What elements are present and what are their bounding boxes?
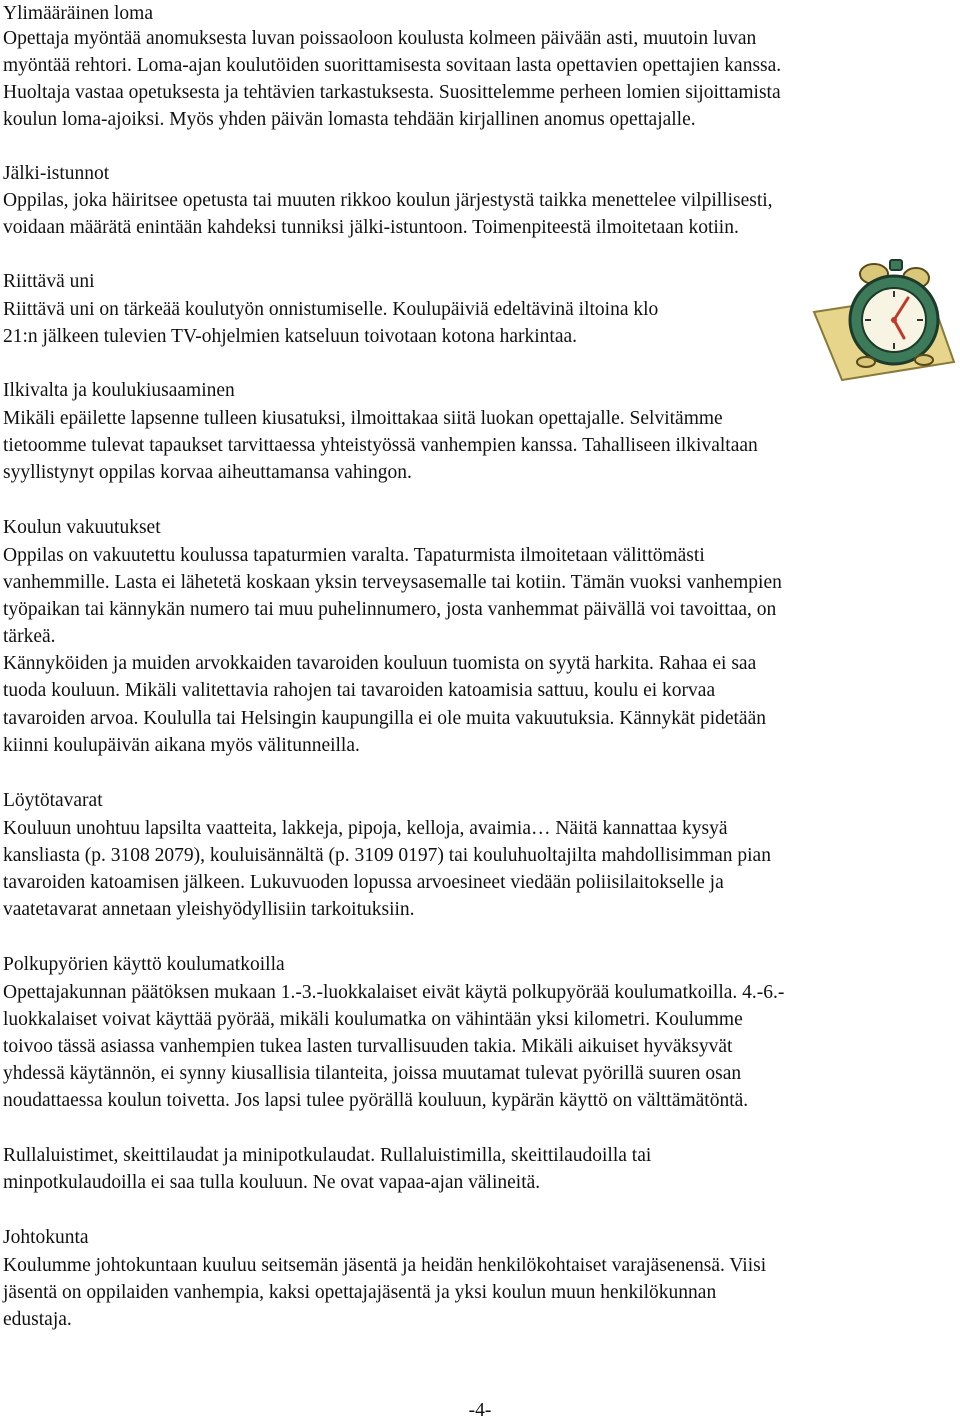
paragraph-line: tavaroiden katoamisen jälkeen. Lukuvuoden lopussa arvoesineet viedään poliisilaitokselle ja — [3, 872, 724, 893]
paragraph-line: Opettaja myöntää anomuksesta luvan poissaoloon koulusta kolmeen päivään asti, muutoin luvan — [3, 28, 757, 49]
paragraph-line: kiinni koulupäivän aikana myös välitunneilla. — [3, 735, 360, 756]
page-number: -4- — [468, 1400, 492, 1421]
paragraph-line: Oppilas, joka häiritsee opetusta tai muuten rikkoo koulun järjestystä taikka menettelee vilpillisesti, — [3, 190, 773, 211]
paragraph-line: noudattaessa koulun toivetta. Jos lapsi tulee pyörällä kouluun, kypärän käyttö on välttämätöntä. — [3, 1090, 749, 1111]
paragraph-line: edustaja. — [3, 1309, 72, 1330]
paragraph-line: voidaan määrätä enintään kahdeksi tunniksi jälki-istuntoon. Toimenpiteestä ilmoitetaan kotiin. — [3, 217, 739, 238]
paragraph-line: tietoomme tulevat tapaukset tarvittaessa yhteistyössä vanhempien kanssa. Tahalliseen ilkivaltaan — [3, 435, 758, 456]
section-heading-school-board: Johtokunta — [3, 1227, 89, 1248]
paragraph-line: toivoo tässä asiassa vanhempien tukea lasten turvallisuuden takia. Mikäli aikuiset hyväksyvät — [3, 1036, 733, 1057]
paragraph-line: tärkeä. — [3, 626, 56, 647]
paragraph-line: minpotkulaudoilla ei saa tulla kouluun. Ne ovat vapaa-ajan välineitä. — [3, 1172, 541, 1193]
section-heading-insurance: Koulun vakuutukset — [3, 517, 161, 538]
paragraph-line: Rullaluistimet, skeittilaudat ja minipotkulaudat. Rullaluistimilla, skeittilaudoilla tai — [3, 1145, 652, 1166]
section-heading-lost-and-found: Löytötavarat — [3, 790, 103, 811]
paragraph-line: 21:n jälkeen tulevien TV-ohjelmien katseluun toivotaan kotona harkintaa. — [3, 326, 578, 347]
paragraph-line: Koulumme johtokuntaan kuuluu seitsemän jäsentä ja heidän henkilökohtaiset varajäsenensä. Viisi — [3, 1255, 767, 1276]
paragraph-line: Kännyköiden ja muiden arvokkaiden tavaroiden kouluun tuomista on syytä harkita. Rahaa ei saa — [3, 653, 757, 674]
paragraph-line: työpaikan tai kännykän numero tai muu puhelinnumero, josta vanhemmat päivällä voi tavoittaa, on — [3, 599, 777, 620]
alarm-clock-icon — [812, 254, 958, 382]
paragraph-line: tuoda kouluun. Mikäli valitettavia rahojen tai tavaroiden katoamisia sattuu, koulu ei korvaa — [3, 680, 716, 701]
clock-hand-pin — [891, 317, 897, 323]
paragraph-line: Riittävä uni on tärkeää koulutyön onnistumiselle. Koulupäiviä edeltävinä iltoina klo — [3, 299, 659, 320]
paragraph-line: Huoltaja vastaa opetuksesta ja tehtävien tarkastuksesta. Suosittelemme perheen lomien sijoittamista — [3, 82, 781, 103]
paragraph-line: Mikäli epäilette lapsenne tulleen kiusatuksi, ilmoittakaa siitä luokan opettajalle. Selvitämme — [3, 408, 723, 429]
clock-foot-left — [857, 357, 875, 367]
paragraph-line: syyllistynyt oppilas korvaa aiheuttamansa vahingon. — [3, 462, 412, 483]
clock-foot-right — [915, 355, 933, 365]
paragraph-line: yhdessä käytännön, ei synny kiusallisia tilanteita, joissa muutamat tulevat pyörillä suuren osan — [3, 1063, 742, 1084]
paragraph-line: Oppilas on vakuutettu koulussa tapaturmien varalta. Tapaturmista ilmoitetaan välittömästi — [3, 545, 705, 566]
paragraph-line: Opettajakunnan päätöksen mukaan 1.-3.-luokkalaiset eivät käytä polkupyörää koulumatkoilla. 4.-6.- — [3, 982, 785, 1003]
section-heading-detention: Jälki-istunnot — [3, 163, 110, 184]
paragraph-line: luokkalaiset voivat käyttää pyörää, mikäli koulumatka on vähintään yksi kilometri. Koulumme — [3, 1009, 743, 1030]
section-heading-bicycles: Polkupyörien käyttö koulumatkoilla — [3, 954, 285, 975]
paragraph-line: jäsentä on oppilaiden vanhempia, kaksi opettajajäsentä ja yksi koulun muun henkilökunnan — [3, 1282, 717, 1303]
paragraph-line: myöntää rehtori. Loma-ajan koulutöiden suorittamisesta sovitaan lasta opettavien opettajien kanssa. — [3, 55, 782, 76]
paragraph-line: vaatetavarat annetaan yleishyödyllisiin tarkoituksiin. — [3, 899, 415, 920]
paragraph-line: vanhemmille. Lasta ei lähetetä koskaan yksin terveysasemalle tai kotiin. Tämän vuoksi vanhempien — [3, 572, 782, 593]
paragraph-line: koulun loma-ajoiksi. Myös yhden päivän lomasta tehdään kirjallinen anomus opettajalle. — [3, 109, 696, 130]
paragraph-line: kansliasta (p. 3108 2079), kouluisännältä (p. 3109 0197) tai kouluhuoltajilta mahdollisimman pian — [3, 845, 771, 866]
clock-top-knob — [890, 260, 902, 270]
paragraph-line: Kouluun unohtuu lapsilta vaatteita, lakkeja, pipoja, kelloja, avaimia… Näitä kannattaa kysyä — [3, 818, 728, 839]
section-heading-extra-leave: Ylimääräinen loma — [3, 3, 153, 24]
section-heading-vandalism-bullying: Ilkivalta ja koulukiusaaminen — [3, 380, 235, 401]
paragraph-line: tavaroiden arvoa. Koululla tai Helsingin kaupungilla ei ole muita vakuutuksia. Kännykät pidetään — [3, 708, 766, 729]
section-heading-sleep: Riittävä uni — [3, 271, 95, 292]
